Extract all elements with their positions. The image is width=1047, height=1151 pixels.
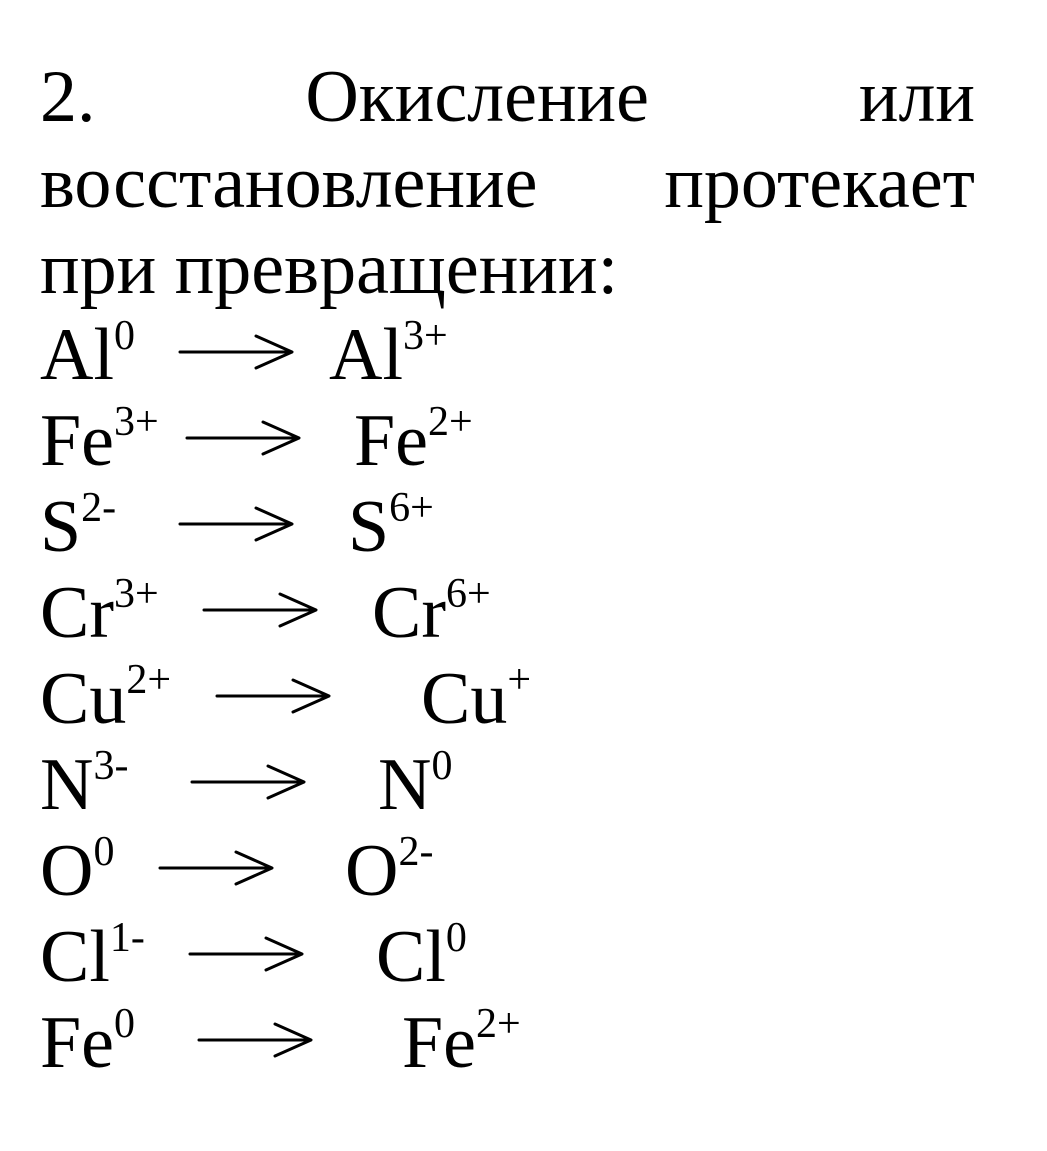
long-right-arrow-icon [197, 1018, 315, 1062]
product: $Cr^{6+}$ [372, 571, 491, 654]
long-right-arrow-icon [158, 846, 276, 890]
task-text-line-2 [40, 140, 975, 226]
long-right-arrow-icon [178, 330, 296, 374]
reactant: $Fe^{3+}$ [40, 399, 159, 482]
long-right-arrow-icon [202, 588, 320, 632]
task-word-proceeds: протекает [664, 142, 975, 224]
task-document [40, 54, 975, 1086]
reactant: $Cl^{1-}$ [40, 915, 145, 998]
product: Cu+ [421, 657, 532, 740]
product: $N^0$ [378, 743, 453, 826]
product: $Al^{3+}$ [329, 313, 448, 396]
reactant: $O^0$ [40, 829, 115, 912]
product: Cl$^0$ [376, 915, 467, 998]
reactant: Al$^0$ [40, 313, 135, 396]
reaction-row [40, 828, 975, 914]
task-word-reduction: восстановление [40, 142, 538, 224]
product: $S^{6+}$ [348, 485, 434, 568]
task-word-or: или [858, 56, 975, 138]
long-right-arrow-icon [190, 760, 308, 804]
long-right-arrow-icon [188, 932, 306, 976]
task-word-oxidation: Окисление [305, 56, 650, 138]
reaction-list [40, 312, 975, 1086]
product: $Fe^{2+}$ [354, 399, 473, 482]
reaction-row [40, 742, 975, 828]
reaction-row [40, 398, 975, 484]
task-text-line-3 [40, 226, 975, 312]
reaction-row [40, 484, 975, 570]
task-number: 2. [40, 56, 96, 138]
long-right-arrow-icon [215, 674, 333, 718]
task-text-line-1 [40, 54, 975, 140]
reaction-row [40, 656, 975, 742]
reaction-row [40, 914, 975, 1000]
task-word-during-conversion: при превращении: [40, 228, 619, 310]
reactant: Fe$^0$ [40, 1001, 135, 1084]
reactant: $Cu^{2+}$ [40, 657, 172, 740]
reaction-row [40, 312, 975, 398]
reaction-row [40, 1000, 975, 1086]
product: $Fe^{2+}$ [402, 1001, 521, 1084]
long-right-arrow-icon [185, 416, 303, 460]
reactant: $N^{3-}$ [40, 743, 129, 826]
product: $O^{2-}$ [345, 829, 434, 912]
reactant: $Cr^{3+}$ [40, 571, 159, 654]
long-right-arrow-icon [178, 502, 296, 546]
reactant: $S^{2-}$ [40, 485, 117, 568]
reaction-row [40, 570, 975, 656]
